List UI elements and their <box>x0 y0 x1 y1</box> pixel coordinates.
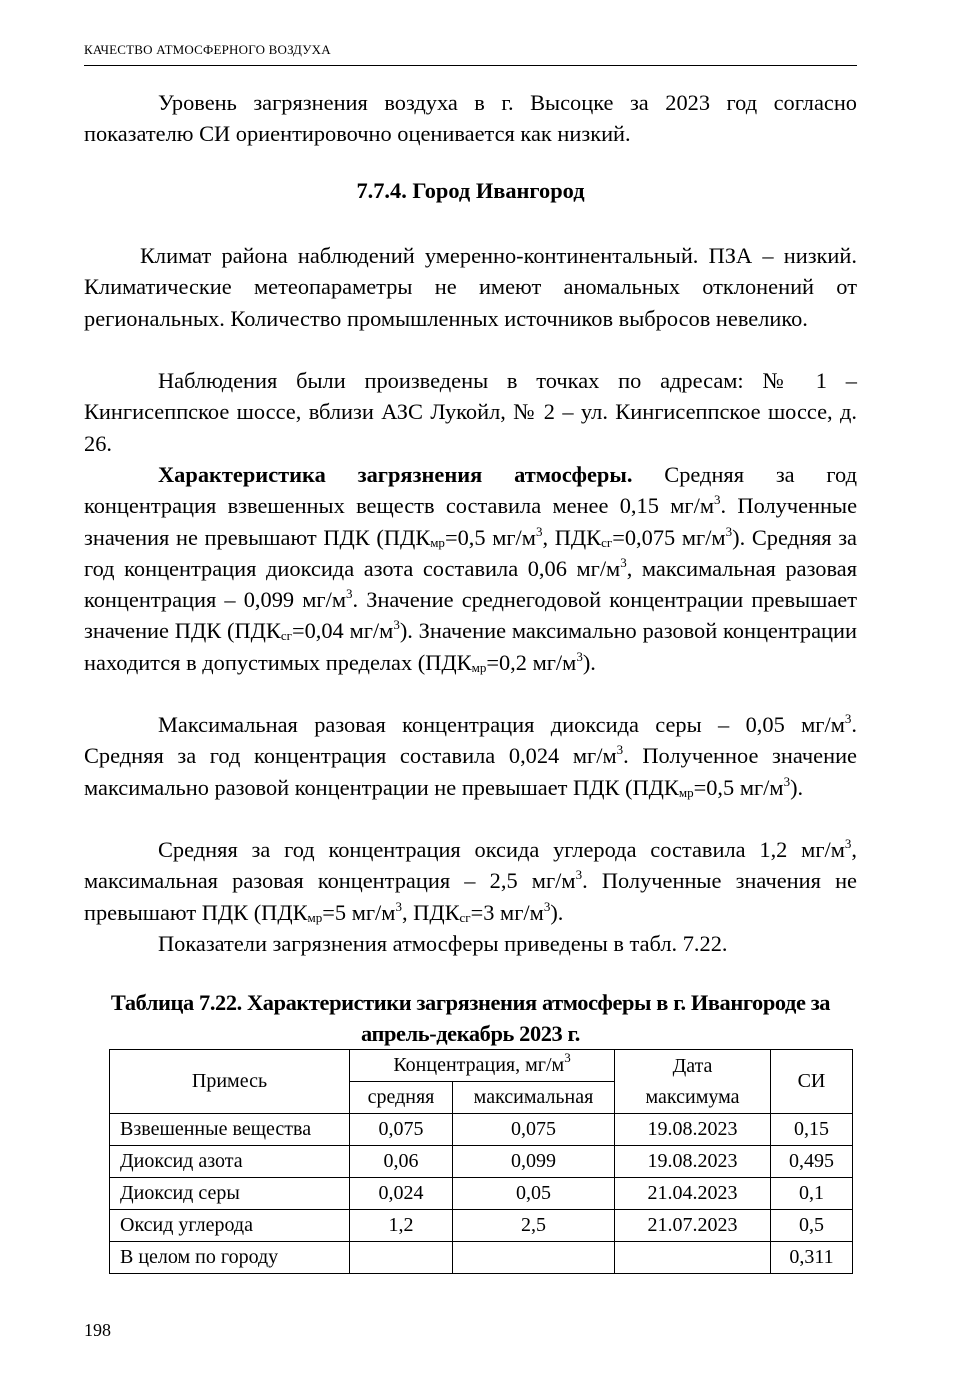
observation-points-paragraph: Наблюдения были произведены в точках по адресам: № 1 – Кингисеппское шоссе, вблизи АЗС Лукойл, № 2 – ул. Кингисеппское шоссе, д. 26. <box>84 368 857 456</box>
page-number: 198 <box>84 1320 111 1340</box>
table-row-total: В целом по городу 0,311 <box>110 1242 853 1274</box>
pollution-table <box>109 1049 853 1274</box>
table-row: Взвешенные вещества 0,075 0,075 19.08.2023 0,15 <box>110 1114 853 1146</box>
sulfur-dioxide-paragraph: Максимальная разовая концентрация диоксида серы – 0,05 $мг/м^3$. Средняя за год концентрация составила 0,024 $мг/м^3$. Полученное значение максимально разовой концентрации не превышает ПДК ($ПДК_{мр}=0,5$ $мг/м^3$). <box>84 711 857 800</box>
pollution-characteristics-paragraph: Характеристика загрязнения атмосферы. Средняя за год концентрация взвешенных веществ составила менее 0,15 $мг/м^3$. Полученные значения не превышают ПДК ($ПДК_{мр}=0,5$ $мг/м^3$, $ПДК_{сг}=0,075$ $мг/м^3$). Средняя за год концентрация диоксида азота составила 0,06 $мг/м^3$, максимальная разовая концентрация – 0,099 $мг/м^3$. Значение среднегодовой концентрации превышает значение ПДК ($ПДК_{сг}=0,04$ $мг/м^3$). Значение максимально разовой концентрации находится в допустимых пределах ($ПДК_{мр}=0,2$ $мг/м^3$). <box>84 462 858 675</box>
table-row: Оксид углерода 1,2 2,5 21.07.2023 0,5 <box>110 1210 853 1242</box>
table-caption: Таблица 7.22. Характеристики загрязнения атмосферы в г. Ивангороде за апрель-декабрь 2023 г. <box>110 990 831 1046</box>
table-reference-paragraph: Показатели загрязнения атмосферы приведены в табл. 7.22. <box>158 931 728 956</box>
section-title: 7.7.4. Город Ивангород <box>356 178 585 203</box>
header-concentration: Концентрация, $мг/м^3$ <box>350 1050 615 1082</box>
header-maximum: максимальная <box>453 1082 615 1114</box>
climate-paragraph: Климат района наблюдений умеренно-континентальный. ПЗА – низкий. Климатические метеопараметры не имеют аномальных отклонений от региональных. Количество промышленных источников выбросов невелико. <box>84 243 857 331</box>
intro-paragraph: Уровень загрязнения воздуха в г. Высоцке за 2023 год согласно показателю СИ ориентировочно оценивается как низкий. <box>84 90 857 147</box>
table-row: Диоксид серы 0,024 0,05 21.04.2023 0,1 <box>110 1178 853 1210</box>
table-row: Диоксид азота 0,06 0,099 19.08.2023 0,495 <box>110 1146 853 1178</box>
paragraph-lead-bold: Характеристика загрязнения атмосферы. <box>158 462 633 487</box>
header-max-date: Дата максимума <box>615 1050 771 1114</box>
running-header: КАЧЕСТВО АТМОСФЕРНОГО ВОЗДУХА <box>84 42 857 66</box>
header-average: средняя <box>350 1082 453 1114</box>
header-si: СИ <box>771 1050 853 1114</box>
carbon-monoxide-paragraph: Средняя за год концентрация оксида углерода составила 1,2 $мг/м^3$, максимальная разовая концентрация – 2,5 $мг/м^3$. Полученные значения не превышают ПДК ($ПДК_{мр}=5$ $мг/м^3$, $ПДК_{сг}=3$ $мг/м^3$). <box>84 836 857 925</box>
header-pollutant: Примесь <box>110 1050 350 1114</box>
